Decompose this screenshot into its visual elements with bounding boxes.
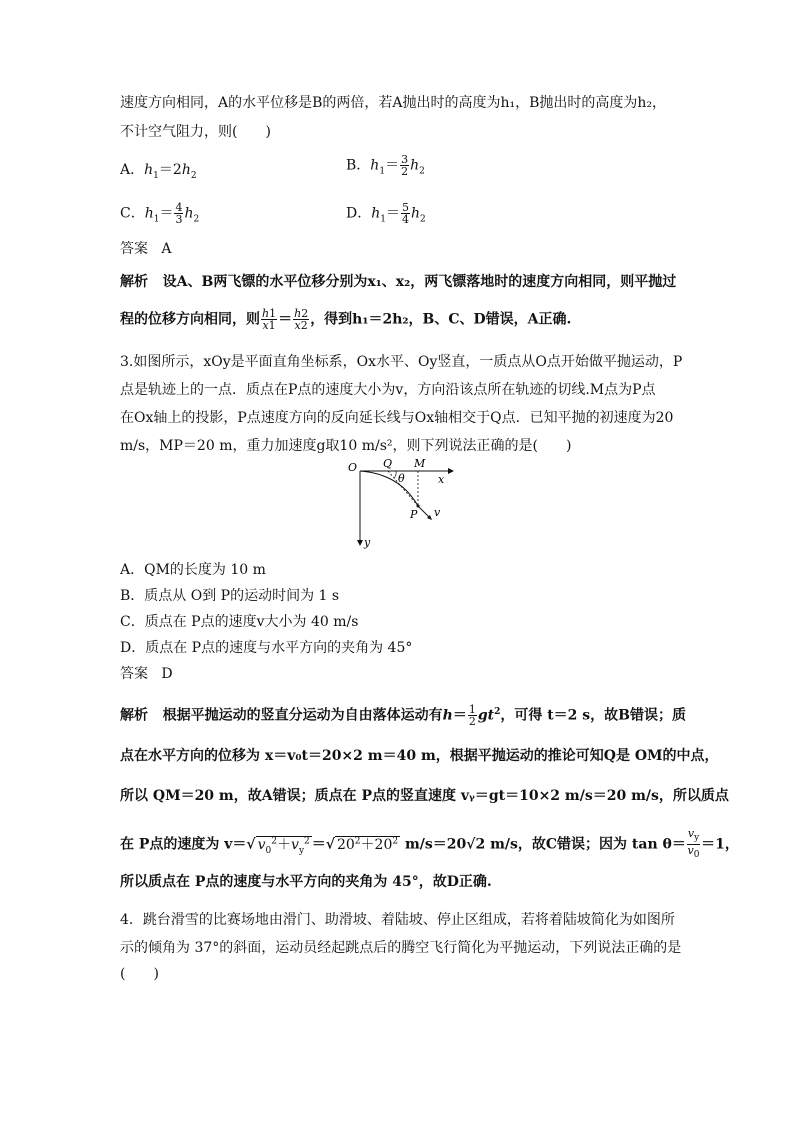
q4-stem-line1: 4．跳台滑雪的比赛场地由滑门、助滑坡、着陆坡、停止区组成，若将着陆坡简化为如图所 [120,912,675,928]
label-q: Q [383,458,393,470]
q2-option-a[interactable]: A．$h_1=2h_2$ [120,162,197,181]
label-m: M [414,458,426,470]
q3-option-d[interactable]: D．质点在 P点的速度与水平方向的夹角为 45° [120,640,413,656]
q2-stem-line1: 速度方向相同，A的水平位移是B的两倍，若A抛出时的高度为h₁，B抛出时的高度为h₂， [120,95,667,111]
q2-answer: 答案 A [120,241,172,257]
q3-option-b[interactable]: B．质点从 O到 P的运动时间为 1 s [120,588,340,604]
q3-analysis-line5: 所以质点在 P点的速度与水平方向的夹角为 45°，故D正确. [120,874,492,890]
label-o: O [348,461,358,474]
q3-analysis-line1: 解析 根据平抛运动的竖直分运动为自由落体运动有h＝ $\frac{1}{2}$ $gt^2$，可得 t＝2 s，故B错误；质 [120,703,687,729]
q3-stem-line2: 点是轨迹上的一点．质点在P点的速度大小为v，方向沿该点所在轨迹的切线.M点为P点 [120,382,656,398]
q4-stem-line2: 示的倾角为 37°的斜面，运动员经起跳点后的腾空飞行简化为平抛运动，下列说法正确的是 [120,940,682,956]
q2-option-c[interactable]: C．$h_1=$ $\frac{4}{3}$ $h_2$ [120,201,200,226]
label-y: y [364,536,371,549]
label-x: x [438,473,445,486]
q2-analysis-line1: 解析 设A、B两飞镖的水平位移分别为x₁、x₂，两飞镖落地时的速度方向相同，则平抛过 [120,274,677,290]
theta-arc [394,471,396,478]
q3-stem-line4: m/s，MP＝20 m，重力加速度g取10 m/s²，则下列说法正确的是( ) [120,438,572,454]
q2-option-b[interactable]: B．$h_1=$ $\frac{3}{2}$ $h_2$ [346,153,425,178]
q2-stem-line2: 不计空气阻力，则( ) [120,124,271,140]
q3-analysis-line3: 所以 QM＝20 m，故A错误；质点在 P点的竖直速度 vᵧ＝gt＝10×2 m/s＝20 m/s，所以质点 [120,788,729,804]
q3-stem-line1: 3.如图所示，xOy是平面直角坐标系，Ox水平、Oy竖直，一质点从O点开始做平抛运动，P [120,354,683,370]
y-axis-arrow [357,540,363,546]
q3-answer: 答案 D [120,666,173,682]
velocity-vector [418,506,430,518]
label-v: v [434,506,441,519]
q2-option-d[interactable]: D．$h_1=$ $\frac{5}{4}$ $h_2$ [346,201,426,226]
q3-analysis-line4: 在 P点的速度为 v＝√ $v_0^2+v_y^2$ ＝√ $20^2+20^2$ m/s＝20√2 m/s，故C错误；因为 tan θ＝ $\frac{v_y}{v_0}$ ＝1， [120,827,739,861]
q3-analysis-line2: 点在水平方向的位移为 x＝v₀t＝20×2 m＝40 m，根据平抛运动的推论可知Q是 OM的中点， [120,748,719,764]
q3-option-a[interactable]: A．QM的长度为 10 m [120,562,266,578]
trajectory-curve [360,471,418,506]
q3-stem-line3: 在Ox轴上的投影，P点速度方向的反向延长线与Ox轴相交于Q点．已知平抛的初速度为20 [120,410,674,426]
q3-option-c[interactable]: C．质点在 P点的速度v大小为 40 m/s [120,614,359,630]
x-axis-arrow [448,468,454,474]
q2-analysis-line2: 程的位移方向相同，则 $\frac{h1}{x1}$ ＝ $\frac{h2}{x2}$ ，得到h₁＝2h₂，B、C、D错误，A正确. [120,307,572,332]
label-theta: θ [398,472,405,485]
projectile-diagram [340,458,460,550]
q4-stem-line3: ( ) [120,966,159,982]
label-p: P [410,508,418,521]
